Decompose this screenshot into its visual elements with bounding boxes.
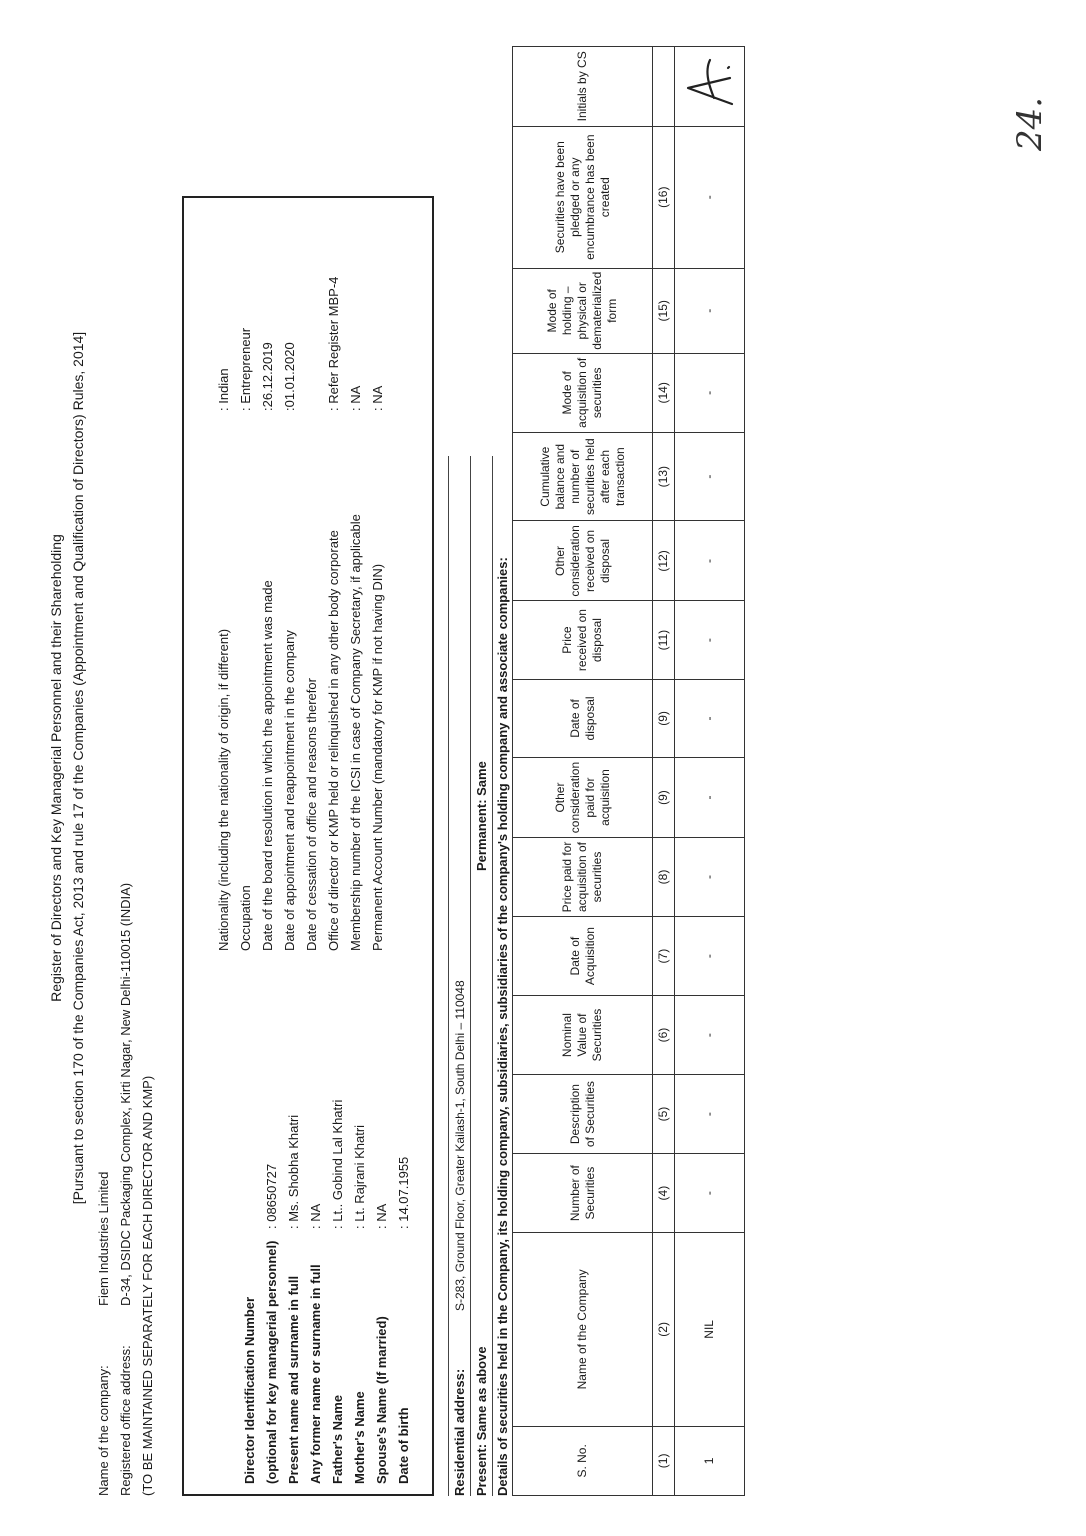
table-row	[675, 47, 745, 1496]
cell-sno: 1	[675, 1426, 745, 1495]
dob-label: Date of birth	[396, 1407, 411, 1484]
residential-address-value: S-283, Ground Floor, Greater Kailash-1, South Delhi – 110048	[453, 980, 467, 1311]
board-resolution-value: :26.12.2019	[260, 342, 275, 411]
occupation-label: Occupation	[238, 885, 253, 951]
cell: -	[675, 1074, 745, 1153]
page-number: 24.	[1010, 96, 1050, 151]
registered-office-label: Registered office address:	[118, 1345, 133, 1496]
col-header: S. No.	[513, 1426, 653, 1495]
nationality-label: Nationality (including the nationality of origin, if different)	[216, 628, 231, 951]
din-label: Director Identification Number	[242, 1296, 257, 1484]
register-subtitle: [Pursuant to section 170 of the Companies Act, 2013 and rule 17 of the Companies (Appointment and Qualification of Directors) Rules, 2014]	[70, 331, 86, 1205]
permanent-address: Permanent: Same	[474, 761, 489, 871]
col-number: (15)	[653, 268, 675, 353]
col-number: (14)	[653, 353, 675, 432]
col-number: (13)	[653, 432, 675, 521]
col-number: (1)	[653, 1426, 675, 1495]
cell: -	[675, 679, 745, 757]
other-office-value: : Refer Register MBP-4	[326, 276, 341, 411]
cell: -	[675, 837, 745, 916]
appointment-date-value: :01.01.2020	[282, 342, 297, 411]
securities-table	[512, 46, 745, 1496]
col-number: (7)	[653, 917, 675, 996]
present-name-label: Present name and surname in full	[286, 1275, 301, 1484]
col-header: Other consideration paid for acquisition	[513, 758, 653, 838]
icsi-label: Membership number of the ICSI in case of Company Secretary, if applicable	[348, 514, 363, 951]
cell: -	[675, 521, 745, 601]
former-name-label: Any former name or surname in full	[308, 1264, 323, 1484]
company-name-label: Name of the company:	[96, 1365, 111, 1496]
din-optional-label: (optional for key managerial personnel)	[264, 1240, 279, 1484]
col-number: (9)	[653, 679, 675, 757]
spouse-name-label: Spouse's Name (If married)	[374, 1316, 389, 1484]
cell: -	[675, 126, 745, 268]
col-number: (9)	[653, 758, 675, 838]
cell: -	[675, 758, 745, 838]
col-header: Mode of acquisition of securities	[513, 353, 653, 432]
dob-value: : 14.07.1955	[396, 1156, 411, 1229]
address-bottom-rule	[492, 456, 493, 1496]
present-address: Present: Same as above	[474, 1346, 489, 1496]
securities-table-title: Details of securities held in the Company, its holding company, subsidiaries, subsidiaries of the company's holding company and associate companies:	[495, 557, 510, 1496]
nationality-value: : Indian	[216, 368, 231, 411]
pan-label: Permanent Account Number (mandatory for KMP if not having DIN)	[370, 563, 385, 951]
registered-office-value: D-34, DSIDC Packaging Complex, Kirti Nagar, New Delhi-110015 (INDIA)	[118, 882, 133, 1306]
cell-company: NIL	[675, 1233, 745, 1427]
col-number: (2)	[653, 1233, 675, 1427]
cell: -	[675, 1154, 745, 1233]
cell: -	[675, 996, 745, 1075]
col-number: (4)	[653, 1154, 675, 1233]
mother-name-label: Mother's Name	[352, 1391, 367, 1484]
col-number	[653, 47, 675, 127]
col-header: Other consideration received on disposal	[513, 521, 653, 601]
col-header: Securities have been pledged or any encumbrance has been created	[513, 126, 653, 268]
register-title: Register of Directors and Key Managerial Personnel and their Shareholding	[48, 534, 64, 1002]
former-name-value: : NA	[308, 1203, 323, 1229]
col-number: (11)	[653, 601, 675, 679]
father-name-label: Father's Name	[330, 1394, 345, 1484]
din-value: : 08650727	[264, 1163, 279, 1229]
spouse-name-value: : NA	[374, 1203, 389, 1229]
icsi-value: : NA	[348, 385, 363, 411]
col-header: Nominal Value of Securities	[513, 996, 653, 1075]
col-header: Date of Acquisition	[513, 917, 653, 996]
col-header: Number of Securities	[513, 1154, 653, 1233]
col-number: (12)	[653, 521, 675, 601]
table-number-row	[653, 47, 675, 1496]
cessation-label: Date of cessation of office and reasons therefor	[304, 678, 319, 951]
board-resolution-label: Date of the board resolution in which the appointment was made	[260, 580, 275, 951]
col-header: Description of Securities	[513, 1074, 653, 1153]
col-header: Price received on disposal	[513, 601, 653, 679]
residential-address-label: Residential address:	[452, 1368, 467, 1496]
col-number: (6)	[653, 996, 675, 1075]
col-number: (5)	[653, 1074, 675, 1153]
cell: -	[675, 917, 745, 996]
col-header: Initials by CS	[513, 47, 653, 127]
father-name-value: : Lt.. Gobind Lal Khatri	[330, 1099, 345, 1229]
col-header: Mode of holding – physical or dematerialized form	[513, 268, 653, 353]
cell-initials	[675, 47, 745, 127]
col-number: (8)	[653, 837, 675, 916]
col-header: Name of the Company	[513, 1233, 653, 1427]
initials-signature-icon	[680, 54, 740, 118]
col-header: Date of disposal	[513, 679, 653, 757]
company-name-value: Fiem Industries Limited	[96, 1171, 111, 1306]
cell: -	[675, 268, 745, 353]
other-office-label: Office of director or KMP held or relinquished in any other body corporate	[326, 530, 341, 951]
col-header: Cumulative balance and number of securities held after each transaction	[513, 432, 653, 521]
pan-value: : NA	[370, 385, 385, 411]
occupation-value: : Entrepreneur	[238, 327, 253, 411]
present-name-value: : Ms. Shobha Khatri	[286, 1114, 301, 1229]
cell: -	[675, 601, 745, 679]
col-number: (16)	[653, 126, 675, 268]
address-top-rule	[448, 456, 449, 1496]
address-mid-rule	[470, 456, 471, 1496]
cell: -	[675, 353, 745, 432]
cell: -	[675, 432, 745, 521]
table-header-row	[513, 47, 653, 1496]
mother-name-value: : Lt. Rajrani Khatri	[352, 1124, 367, 1229]
col-header: Price paid for acquisition of securities	[513, 837, 653, 916]
appointment-date-label: Date of appointment and reappointment in the company	[282, 630, 297, 951]
maintain-note: (TO BE MAINTAINED SEPARATELY FOR EACH DIRECTOR AND KMP)	[140, 1075, 155, 1496]
